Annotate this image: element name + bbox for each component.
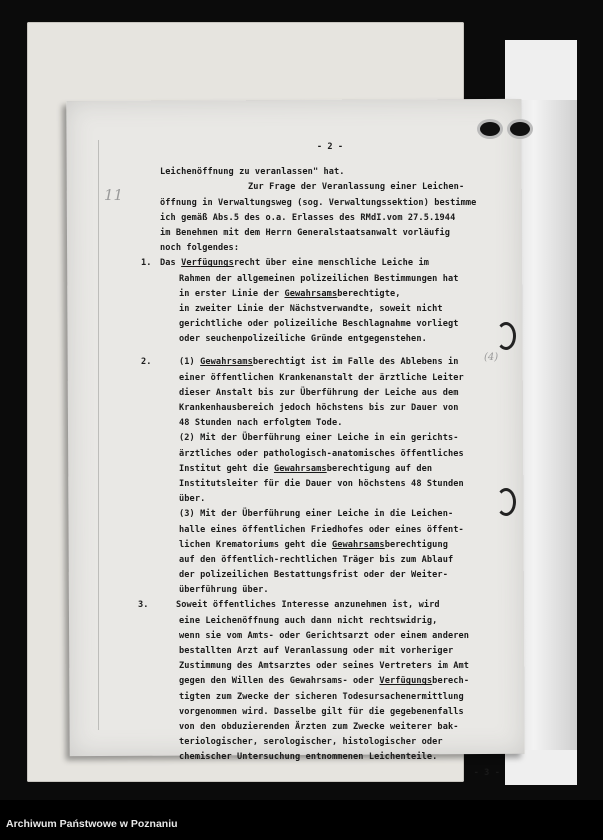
text-line: in zweiter Linie der Nächstverwandte, soweit nicht (179, 303, 443, 314)
text-line: Zustimmung des Amtsarztes oder seines Vertreters im Amt (179, 661, 470, 672)
text-line: (1) Gewahrsamsberechtigt ist im Falle des Ablebens in (179, 357, 459, 368)
text-line: (3) Mit der Überführung einer Leiche in die Leichen- (179, 509, 454, 520)
item-number: 2. (141, 357, 152, 368)
text-line: 48 Stunden nach erfolgtem Tode. (179, 418, 343, 429)
margin-mark: (4) (484, 352, 499, 363)
margin-line (98, 140, 99, 730)
item-number: 1. (141, 258, 152, 269)
document-text (138, 140, 500, 781)
archive-credit: Archiwum Państwowe w Poznaniu (6, 818, 178, 830)
text-line: (2) Mit der Überführung einer Leiche in ein gerichts- (179, 433, 459, 444)
text-line: gerichtliche oder polizeiliche Beschlagnahme vorliegt (179, 319, 459, 330)
text-line: überführung über. (179, 585, 269, 596)
pencil-mark: 11 (104, 186, 124, 204)
text-line: Soweit öffentliches Interesse anzunehmen ist, wird (176, 600, 440, 611)
punch-hole (510, 122, 530, 136)
text-line: gegen den Willen des Gewahrsams- oder Verfügungsberech- (179, 676, 470, 687)
underlined-word: Gewahrsams (200, 357, 253, 368)
text-line: Krankenhausbereich jedoch höchstens bis zur Dauer von (179, 403, 459, 413)
text-line: ärztliches oder pathologisch-anatomisches öffentliches (179, 448, 464, 459)
underlined-word: Gewahrsams (284, 288, 338, 299)
text-line: von den obduzierenden Ärzten zum Zwecke weiterer bak- (179, 721, 459, 732)
text-line: öffnung in Verwaltungsweg (sog. Verwaltungssektion) bestimme (160, 197, 477, 208)
text-line: teriologischer, serologischer, histologischer oder (179, 737, 443, 748)
text-line: halle eines öffentlichen Friedhofes oder eines öffent- (179, 524, 464, 535)
page-number-bottom: - 3 - (473, 767, 500, 778)
text-line: auf den öffentlich-rechtlichen Träger bis zum Ablauf (179, 554, 454, 565)
text-line: wenn sie vom Amts- oder Gerichtsarzt oder einem anderen (179, 630, 470, 641)
text-line: Institut geht die Gewahrsamsberechtigung auf den (179, 463, 433, 474)
text-line: Zur Frage der Veranlassung einer Leichen- (248, 182, 465, 193)
text-line: chemischer Untersuchung entnommenen Leichenteile. (179, 752, 438, 763)
text-line: noch folgendes: (160, 243, 240, 254)
text-line: bestallten Arzt auf Veranlassung oder mit vorheriger (179, 646, 454, 656)
text-line: im Benehmen mit dem Herrn Generalstaatsanwalt vorläufig (160, 227, 451, 238)
text-line: oder seuchenpolizeiliche Gründe entgegenstehen. (179, 334, 427, 345)
underlined-word: Gewahrsams (273, 463, 327, 474)
underlined-word: Gewahrsams (331, 539, 385, 550)
text-line: Leichenöffnung zu veranlassen" hat. (160, 167, 345, 178)
text-line: Das Verfügungsrecht über eine menschliche Leiche im (160, 258, 429, 269)
text-line: der polizeilichen Bestattungsfrist oder der Weiter- (179, 570, 448, 581)
text-line: vorgenommen wird. Dasselbe gilt für die gegebenenfalls (179, 706, 464, 717)
page-number-top: - 2 - (316, 142, 344, 152)
text-line: lichen Krematoriums geht die Gewahrsamsberechtigung (179, 539, 448, 550)
item-number: 3. (138, 600, 149, 611)
text-line: Institutsleiter für die Dauer von höchstens 48 Stunden (179, 478, 464, 489)
punch-hole (480, 122, 500, 136)
text-line: ich gemäß Abs.5 des o.a. Erlasses des RMdI.vom 27.5.1944 (160, 212, 456, 223)
text-line: über. (179, 494, 206, 505)
text-line: in erster Linie der Gewahrsamsberechtigte, (179, 288, 401, 299)
text-line: dieser Anstalt bis zur Überführung der Leiche aus dem (179, 387, 459, 398)
underlined-word: Verfügungs (379, 676, 433, 687)
text-line: einer öffentlichen Krankenanstalt der ärztliche Leiter (179, 372, 464, 383)
text-line: eine Leichenöffnung auch dann nicht rechtswidrig, (179, 615, 438, 626)
underlined-word: Verfügungs (181, 258, 234, 269)
text-line: Rahmen der allgemeinen polizeilichen Bestimmungen hat (179, 273, 459, 284)
text-line: tigten zum Zwecke der sicheren Todesursachenermittlung (179, 691, 464, 702)
